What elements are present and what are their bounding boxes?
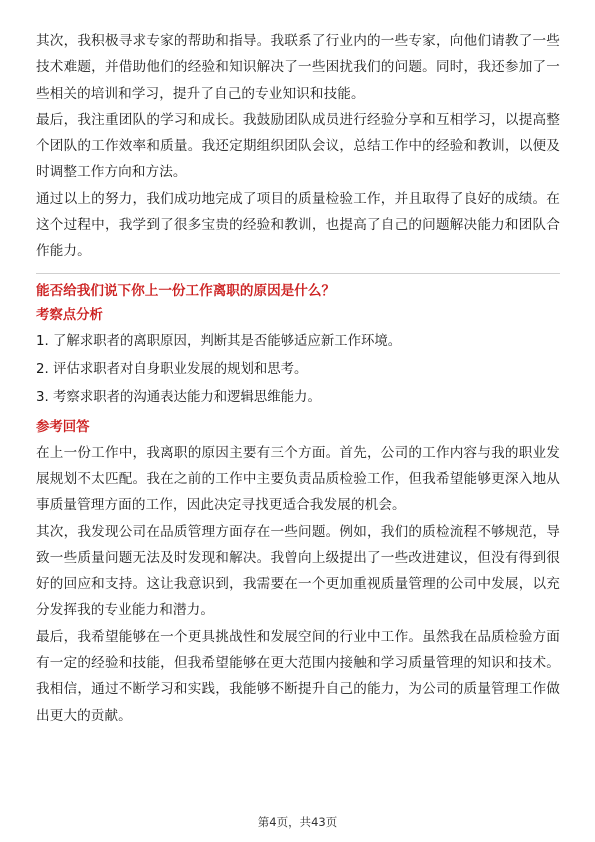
answer-heading: 参考回答 xyxy=(36,419,90,435)
analysis-item: 3. 考察求职者的沟通表达能力和逻辑思维能力。 xyxy=(36,389,321,405)
question-title: 能否给我们说下你上一份工作离职的原因是什么？ xyxy=(36,282,336,299)
intro-paragraph: 通过以上的努力，我们成功地完成了项目的质量检验工作，并且取得了良好的成绩。在这个过程中，我学到了很多宝贵的经验和教训，也提高了自己的问题解决能力和团队合作能力。 xyxy=(36,190,560,260)
page-number: 第4页，共43页 xyxy=(257,815,338,829)
answer-paragraph: 最后，我希望能够在一个更具挑战性和发展空间的行业中工作。虽然我在品质检验方面有一定的经验和技能，但我希望能够在更大范围内接触和学习质量管理的知识和技术。我相信，通过不断学习和实践，我能够不断提升自己的能力，为公司的质量管理工作做出更大的贡献。 xyxy=(36,628,560,724)
intro-paragraph: 最后，我注重团队的学习和成长。我鼓励团队成员进行经验分享和互相学习，以提高整个团队的工作效率和质量。我还定期组织团队会议，总结工作中的经验和教训，以便及时调整工作方向和方法。 xyxy=(36,111,560,181)
answer-paragraph: 在上一份工作中，我离职的原因主要有三个方面。首先，公司的工作内容与我的职业发展规划不太匹配。我在之前的工作中主要负责品质检验工作，但我希望能够更深入地从事质量管理方面的工作，因此决定寻找更适合我发展的机会。 xyxy=(36,444,560,514)
answer-paragraph: 其次，我发现公司在品质管理方面存在一些问题。例如，我们的质检流程不够规范，导致一些质量问题无法及时发现和解决。我曾向上级提出了一些改进建议，但没有得到很好的回应和支持。这让我意识到，我需要在一个更加重视质量管理的公司中发展，以充分发挥我的专业能力和潜力。 xyxy=(36,523,560,619)
intro-paragraph: 其次，我积极寻求专家的帮助和指导。我联系了行业内的一些专家，向他们请教了一些技术难题，并借助他们的经验和知识解决了一些困扰我们的问题。同时，我还参加了一些相关的培训和学习，提升了自己的专业知识和技能。 xyxy=(36,33,560,102)
analysis-item: 1. 了解求职者的离职原因，判断其是否能够适应新工作环境。 xyxy=(36,333,402,349)
document-page xyxy=(36,28,560,729)
analysis-item: 2. 评估求职者对自身职业发展的规划和思考。 xyxy=(36,361,308,377)
analysis-heading: 考察点分析 xyxy=(36,307,103,323)
section-divider xyxy=(36,273,560,274)
